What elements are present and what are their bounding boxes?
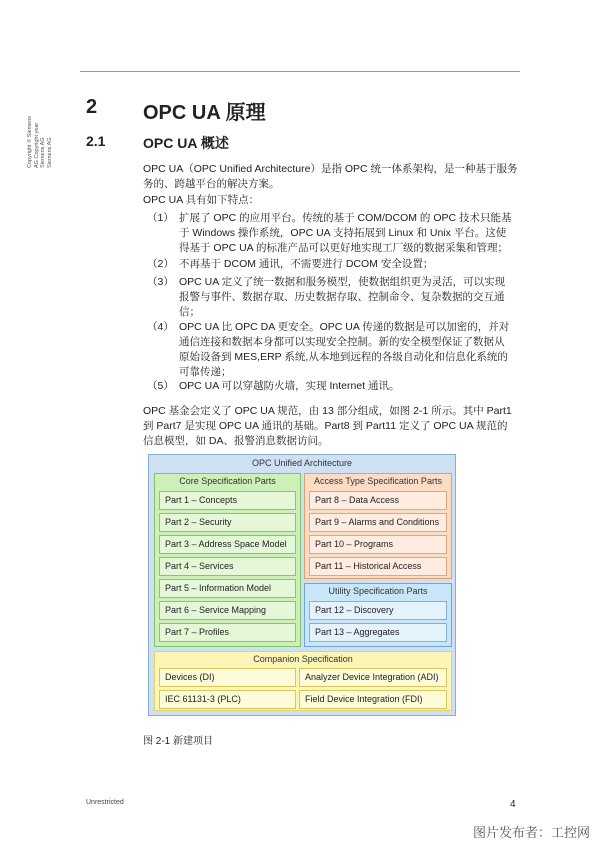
companion-spec-panel bbox=[154, 651, 452, 711]
feature-line: 于 Windows 操作系统，OPC UA 支持拓展到 Linux 和 Unix 平台。这使 bbox=[179, 227, 507, 239]
core-part-box: Part 7 – Profiles bbox=[159, 623, 296, 642]
summary-paragraph bbox=[143, 404, 519, 449]
feature-line: 扩展了 OPC 的应用平台。传统的基于 COM/DCOM 的 OPC 技术只能基 bbox=[179, 212, 512, 224]
figure-title: OPC Unified Architecture bbox=[251, 458, 353, 468]
feature-line: 得基于 OPC UA 的标准产品可以更好地实现工厂级的数据采集和管理； bbox=[179, 242, 509, 254]
feature-line: OPC UA 定义了统一数据和服务模型，使数据组织更为灵活，可以实现 bbox=[179, 276, 506, 288]
copyright-line: Copyright © Siemens bbox=[27, 115, 33, 168]
page-number: 4 bbox=[510, 799, 516, 810]
watermark: 图片发布者：工控网 bbox=[472, 825, 590, 840]
companion-box: Devices (DI) bbox=[159, 668, 296, 687]
copyright-line: AG Copyright year bbox=[33, 122, 40, 168]
feature-line: 可靠传递； bbox=[179, 366, 232, 378]
chapter-title: OPC UA 原理 bbox=[143, 102, 266, 124]
intro-line: OPC UA（OPC Unified Architecture）是指 OPC 统一体系架构，是一种基于服务 bbox=[143, 163, 518, 175]
access-spec-title: Access Type Specification Parts bbox=[314, 476, 442, 486]
companion-box: Field Device Integration (FDI) bbox=[299, 690, 447, 709]
side-copyright bbox=[27, 116, 53, 168]
summary-line: 信息模型，如 DA、报警消息数据访问。 bbox=[143, 435, 329, 447]
chapter-number: 2 bbox=[86, 96, 98, 118]
core-spec-panel bbox=[154, 473, 301, 647]
opc-ua-architecture-figure bbox=[148, 454, 456, 716]
companion-spec-title: Companion Specification bbox=[253, 654, 353, 664]
intro-line: 务的、跨越平台的解决方案。 bbox=[143, 178, 280, 190]
features-lead: OPC UA 具有如下特点： bbox=[143, 194, 260, 206]
feature-number: （5） bbox=[147, 380, 174, 392]
feature-line: 报警与事件、数据存取、历史数据存取、控制命令、复杂数据的交互通 bbox=[179, 291, 505, 303]
utility-part-box: Part 13 – Aggregates bbox=[309, 623, 447, 642]
feature-number: （3） bbox=[147, 276, 174, 288]
copyright-line: Siemens AG bbox=[40, 137, 46, 168]
core-part-box: Part 3 – Address Space Model bbox=[159, 535, 296, 554]
core-spec-title: Core Specification Parts bbox=[179, 476, 276, 486]
core-part-box: Part 5 – Information Model bbox=[159, 579, 296, 598]
companion-box: IEC 61131-3 (PLC) bbox=[159, 690, 296, 709]
access-part-box: Part 11 – Historical Access bbox=[309, 557, 447, 576]
companion-box: Analyzer Device Integration (ADI) bbox=[299, 668, 447, 687]
feature-number: （2） bbox=[147, 258, 174, 270]
feature-line: 信； bbox=[179, 306, 200, 318]
feature-line: 通信连接和数据本身都可以实现安全控制。新的安全模型保证了数据从 bbox=[179, 336, 505, 348]
copyright-line: Siemens AG bbox=[46, 137, 53, 168]
core-part-box: Part 2 – Security bbox=[159, 513, 296, 532]
header-rule bbox=[80, 71, 520, 72]
feature-line: OPC UA 比 OPC DA 更安全。OPC UA 传递的数据是可以加密的，并对 bbox=[179, 321, 510, 333]
summary-line: 到 Part7 是实现 OPC UA 通讯的基础。Part8 到 Part11 定义了 OPC UA 规范的 bbox=[143, 420, 508, 432]
intro-paragraph bbox=[143, 162, 519, 192]
figure-caption: 图 2-1 新建项目 bbox=[143, 736, 214, 747]
feature-number: （1） bbox=[147, 212, 174, 224]
section-title: OPC UA 概述 bbox=[143, 135, 229, 151]
feature-line: 不再基于 DCOM 通讯，不需要进行 DCOM 安全设置； bbox=[179, 258, 434, 270]
access-part-box: Part 9 – Alarms and Conditions bbox=[309, 513, 447, 532]
access-part-box: Part 10 – Programs bbox=[309, 535, 447, 554]
utility-spec-title: Utility Specification Parts bbox=[328, 586, 428, 596]
access-spec-panel bbox=[304, 473, 452, 579]
core-part-box: Part 6 – Service Mapping bbox=[159, 601, 296, 620]
summary-line: OPC 基金会定义了 OPC UA 规范，由 13 部分组成，如图 2-1 所示。其中 Part1 bbox=[143, 405, 512, 417]
section-number: 2.1 bbox=[86, 133, 106, 149]
core-part-box: Part 4 – Services bbox=[159, 557, 296, 576]
utility-spec-panel bbox=[304, 583, 452, 647]
utility-part-box: Part 12 – Discovery bbox=[309, 601, 447, 620]
access-part-box: Part 8 – Data Access bbox=[309, 491, 447, 510]
feature-line: 原始设备到 MES,ERP 系统,从本地到远程的各级自动化和信息化系统的 bbox=[179, 351, 508, 363]
classification-label: Unrestricted bbox=[86, 799, 124, 806]
feature-number: （4） bbox=[147, 321, 174, 333]
feature-line: OPC UA 可以穿越防火墙，实现 Internet 通讯。 bbox=[179, 380, 400, 392]
core-part-box: Part 1 – Concepts bbox=[159, 491, 296, 510]
